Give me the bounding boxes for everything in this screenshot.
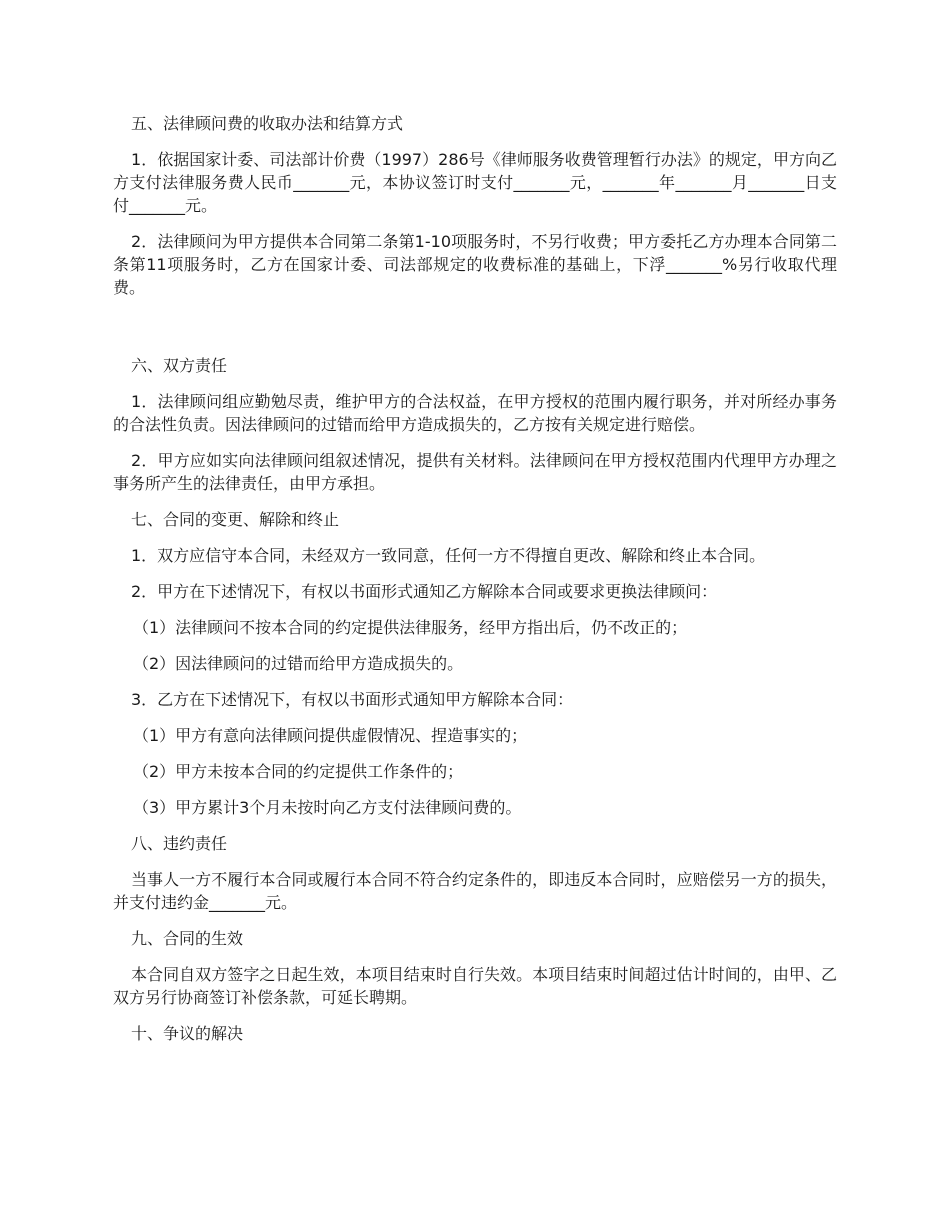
clause-fee-2: 2．法律顾问为甲方提供本合同第二条第1-10项服务时，不另行收费；甲方委托乙方办理本合同第二条第11项服务时，乙方在国家计委、司法部规定的收费标准的基础上，下浮_______%另行收取代理费。 xyxy=(113,232,837,297)
clause-termination-1: 1．双方应信守本合同，未经双方一致同意，任何一方不得擅自更改、解除和终止本合同。 xyxy=(131,546,766,565)
clause-fee-1: 1．依据国家计委、司法部计价费（1997）286号《律师服务收费管理暂行办法》的规定，甲方向乙方支付法律服务费人民币_______元，本协议签订时支付_______元，_______年_______月_______日支付_______元。 xyxy=(113,150,837,215)
clause-responsibility-2: 2．甲方应如实向法律顾问组叙述情况，提供有关材料。法律顾问在甲方授权范围内代理甲方办理之事务所产生的法律责任，由甲方承担。 xyxy=(113,451,837,493)
spacer xyxy=(113,312,837,354)
section-heading-breach: 八、违约责任 xyxy=(131,834,228,853)
clause-breach: 当事人一方不履行本合同或履行本合同不符合约定条件的，即违反本合同时，应赔偿另一方的损失，并支付违约金_______元。 xyxy=(113,870,837,912)
document-body xyxy=(113,112,837,1058)
section-heading-disputes: 十、争议的解决 xyxy=(131,1024,244,1043)
clause-termination-3-item-3: （3）甲方累计3个月未按时向乙方支付法律顾问费的。 xyxy=(133,798,522,817)
clause-termination-3-item-1: （1）甲方有意向法律顾问提供虚假情况、捏造事实的； xyxy=(133,726,528,745)
clause-termination-3-item-2: （2）甲方未按本合同的约定提供工作条件的； xyxy=(133,762,464,781)
clause-termination-2-item-1: （1）法律顾问不按本合同的约定提供法律服务，经甲方指出后，仍不改正的； xyxy=(133,618,688,637)
clause-effectiveness: 本合同自双方签字之日起生效，本项目结束时自行失效。本项目结束时间超过估计时间的，由甲、乙双方另行协商签订补偿条款，可延长聘期。 xyxy=(113,965,837,1007)
section-heading-responsibilities: 六、双方责任 xyxy=(131,356,228,375)
section-heading-fee: 五、法律顾问费的收取办法和结算方式 xyxy=(131,114,404,133)
clause-termination-2: 2．甲方在下述情况下，有权以书面形式通知乙方解除本合同或要求更换法律顾问： xyxy=(131,582,718,601)
clause-responsibility-1: 1．法律顾问组应勤勉尽责，维护甲方的合法权益，在甲方授权的范围内履行职务，并对所经办事务的合法性负责。因法律顾问的过错而给甲方造成损失的，乙方按有关规定进行赔偿。 xyxy=(113,392,837,434)
clause-termination-2-item-2: （2）因法律顾问的过错而给甲方造成损失的。 xyxy=(133,654,464,673)
clause-termination-3: 3．乙方在下述情况下，有权以书面形式通知甲方解除本合同： xyxy=(131,690,574,709)
section-heading-effectiveness: 九、合同的生效 xyxy=(131,929,244,948)
section-heading-termination: 七、合同的变更、解除和终止 xyxy=(131,510,340,529)
